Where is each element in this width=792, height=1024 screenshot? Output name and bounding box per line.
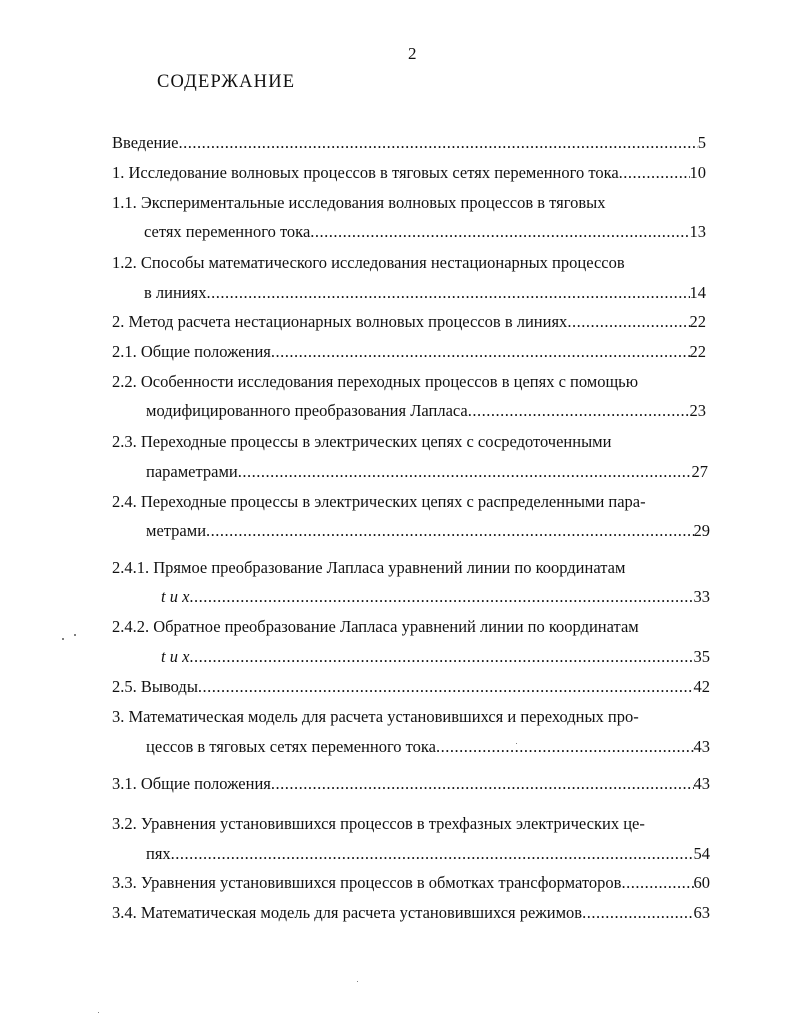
toc-entry-text: параметрами [146, 462, 238, 481]
toc-page-number: 5 [697, 133, 706, 152]
toc-entry-3-line2[interactable] [146, 737, 710, 757]
toc-dot-leader [171, 844, 694, 864]
toc-entry-text: пях [146, 844, 171, 863]
toc-entry-1-1-line1[interactable] [112, 193, 605, 213]
toc-page-number: 60 [693, 873, 710, 892]
toc-entry-3-line1[interactable] [112, 707, 639, 727]
toc-entry-text: цессов в тяговых сетях переменного тока [146, 737, 437, 756]
toc-entry-text: 3. Математическая модель для расчета установившихся и переходных про- [112, 707, 639, 726]
toc-dot-leader [206, 283, 689, 303]
toc-entry-text: 3.3. Уравнения установившихся процессов в обмотках трансформаторов [112, 873, 622, 892]
toc-entry-text: 2.1. Общие положения [112, 342, 271, 361]
toc-page-number: 42 [693, 677, 710, 696]
toc-dot-leader [198, 677, 694, 697]
toc-dot-leader [271, 342, 690, 362]
toc-entry-2-4-2-line2[interactable] [161, 647, 710, 667]
toc-entry-text: в линиях [144, 283, 207, 302]
toc-entry-1-2-line1[interactable] [112, 253, 625, 273]
toc-entry-2-3-line1[interactable] [112, 432, 611, 452]
toc-dot-leader [582, 903, 693, 923]
toc-entry-text: 2.4.1. Прямое преобразование Лапласа уравнений линии по координатам [112, 558, 626, 577]
toc-entry-2-4-1-line2[interactable] [161, 587, 710, 607]
page-number: 2 [408, 44, 417, 63]
toc-entry-2-3-line2[interactable] [146, 462, 708, 482]
toc-entry-1-2-line2[interactable] [144, 283, 706, 303]
toc-page-number: 23 [689, 401, 706, 420]
toc-entry-2-4-line2[interactable] [146, 521, 710, 541]
toc-entry-text: метрами [146, 521, 207, 540]
toc-entry-2-2-line1[interactable] [112, 372, 638, 392]
toc-page-number: 29 [693, 521, 710, 540]
toc-entry-text: 3.2. Уравнения установившихся процессов в трехфазных электрических це- [112, 814, 645, 833]
toc-page-number: 22 [689, 312, 706, 331]
toc-page-number: 43 [693, 774, 710, 793]
toc-entry-text: 2.3. Переходные процессы в электрических цепях с сосредоточенными [112, 432, 612, 451]
toc-entry-1-1-line2[interactable] [144, 222, 706, 242]
scan-speck [98, 1012, 99, 1013]
scan-speck [74, 634, 76, 636]
scan-speck [357, 981, 358, 982]
toc-entry-2-5[interactable] [112, 677, 710, 697]
toc-entry-text: 3.1. Общие положения [112, 774, 271, 793]
toc-entry-text: модифицированного преобразования Лапласа [146, 401, 468, 420]
toc-page-number: 22 [689, 342, 706, 361]
toc-entry-3-3[interactable] [112, 873, 710, 893]
toc-entry-3-2-line1[interactable] [112, 814, 645, 834]
toc-dot-leader [567, 312, 689, 332]
toc-dot-leader [468, 401, 690, 421]
toc-page-number: 13 [689, 222, 706, 241]
toc-entry-text: 1.1. Экспериментальные исследования волновых процессов в тяговых [112, 193, 606, 212]
toc-dot-leader [189, 587, 693, 607]
toc-dot-leader [619, 163, 690, 183]
toc-entry-text: Введение [112, 133, 179, 152]
toc-page-number: 63 [693, 903, 710, 922]
toc-page-number: 35 [693, 647, 710, 666]
toc-entry-2-4-line1[interactable] [112, 492, 646, 512]
toc-entry-3-4[interactable] [112, 903, 710, 923]
toc-entry-2-4-2-line1[interactable] [112, 617, 639, 637]
toc-entry-text: 2. Метод расчета нестационарных волновых процессов в линиях [112, 312, 568, 331]
toc-entry-text: 1.2. Способы математического исследования нестационарных процессов [112, 253, 625, 272]
toc-entry-text: t и x [161, 587, 190, 606]
toc-entry-text: 2.4.2. Обратное преобразование Лапласа уравнений линии по координатам [112, 617, 639, 636]
scan-speck [516, 743, 517, 744]
toc-entry-introduction[interactable] [112, 133, 706, 153]
toc-entry-text: 2.5. Выводы [112, 677, 198, 696]
toc-dot-leader [206, 521, 693, 541]
toc-dot-leader [621, 873, 693, 893]
toc-dot-leader [271, 774, 694, 794]
toc-page-number: 54 [693, 844, 710, 863]
toc-page-number: 33 [693, 587, 710, 606]
toc-entry-3-2-line2[interactable] [146, 844, 710, 864]
toc-dot-leader [238, 462, 692, 482]
toc-page-number: 43 [693, 737, 710, 756]
toc-page-number: 14 [689, 283, 706, 302]
toc-entry-text: 1. Исследование волновых процессов в тяговых сетях переменного тока [112, 163, 619, 182]
toc-entry-text: 2.4. Переходные процессы в электрических цепях с распределенными пара- [112, 492, 646, 511]
toc-entry-text: t и x [161, 647, 190, 666]
toc-entry-text: сетях переменного тока [144, 222, 311, 241]
toc-page-number: 10 [689, 163, 706, 182]
toc-entry-text: 3.4. Математическая модель для расчета установившихся режимов [112, 903, 583, 922]
toc-entry-2-4-1-line1[interactable] [112, 558, 625, 578]
toc-dot-leader [189, 647, 693, 667]
toc-entry-2-1[interactable] [112, 342, 706, 362]
toc-entry-1[interactable] [112, 163, 706, 183]
toc-entry-2[interactable] [112, 312, 706, 332]
toc-entry-3-1[interactable] [112, 774, 710, 794]
toc-page-number: 27 [691, 462, 708, 481]
toc-dot-leader [179, 133, 698, 153]
toc-dot-leader [436, 737, 693, 757]
toc-entry-2-2-line2[interactable] [146, 401, 706, 421]
scan-speck [62, 638, 64, 640]
page-title: СОДЕРЖАНИЕ [157, 72, 296, 92]
toc-entry-text: 2.2. Особенности исследования переходных процессов в цепях с помощью [112, 372, 639, 391]
toc-dot-leader [310, 222, 689, 242]
